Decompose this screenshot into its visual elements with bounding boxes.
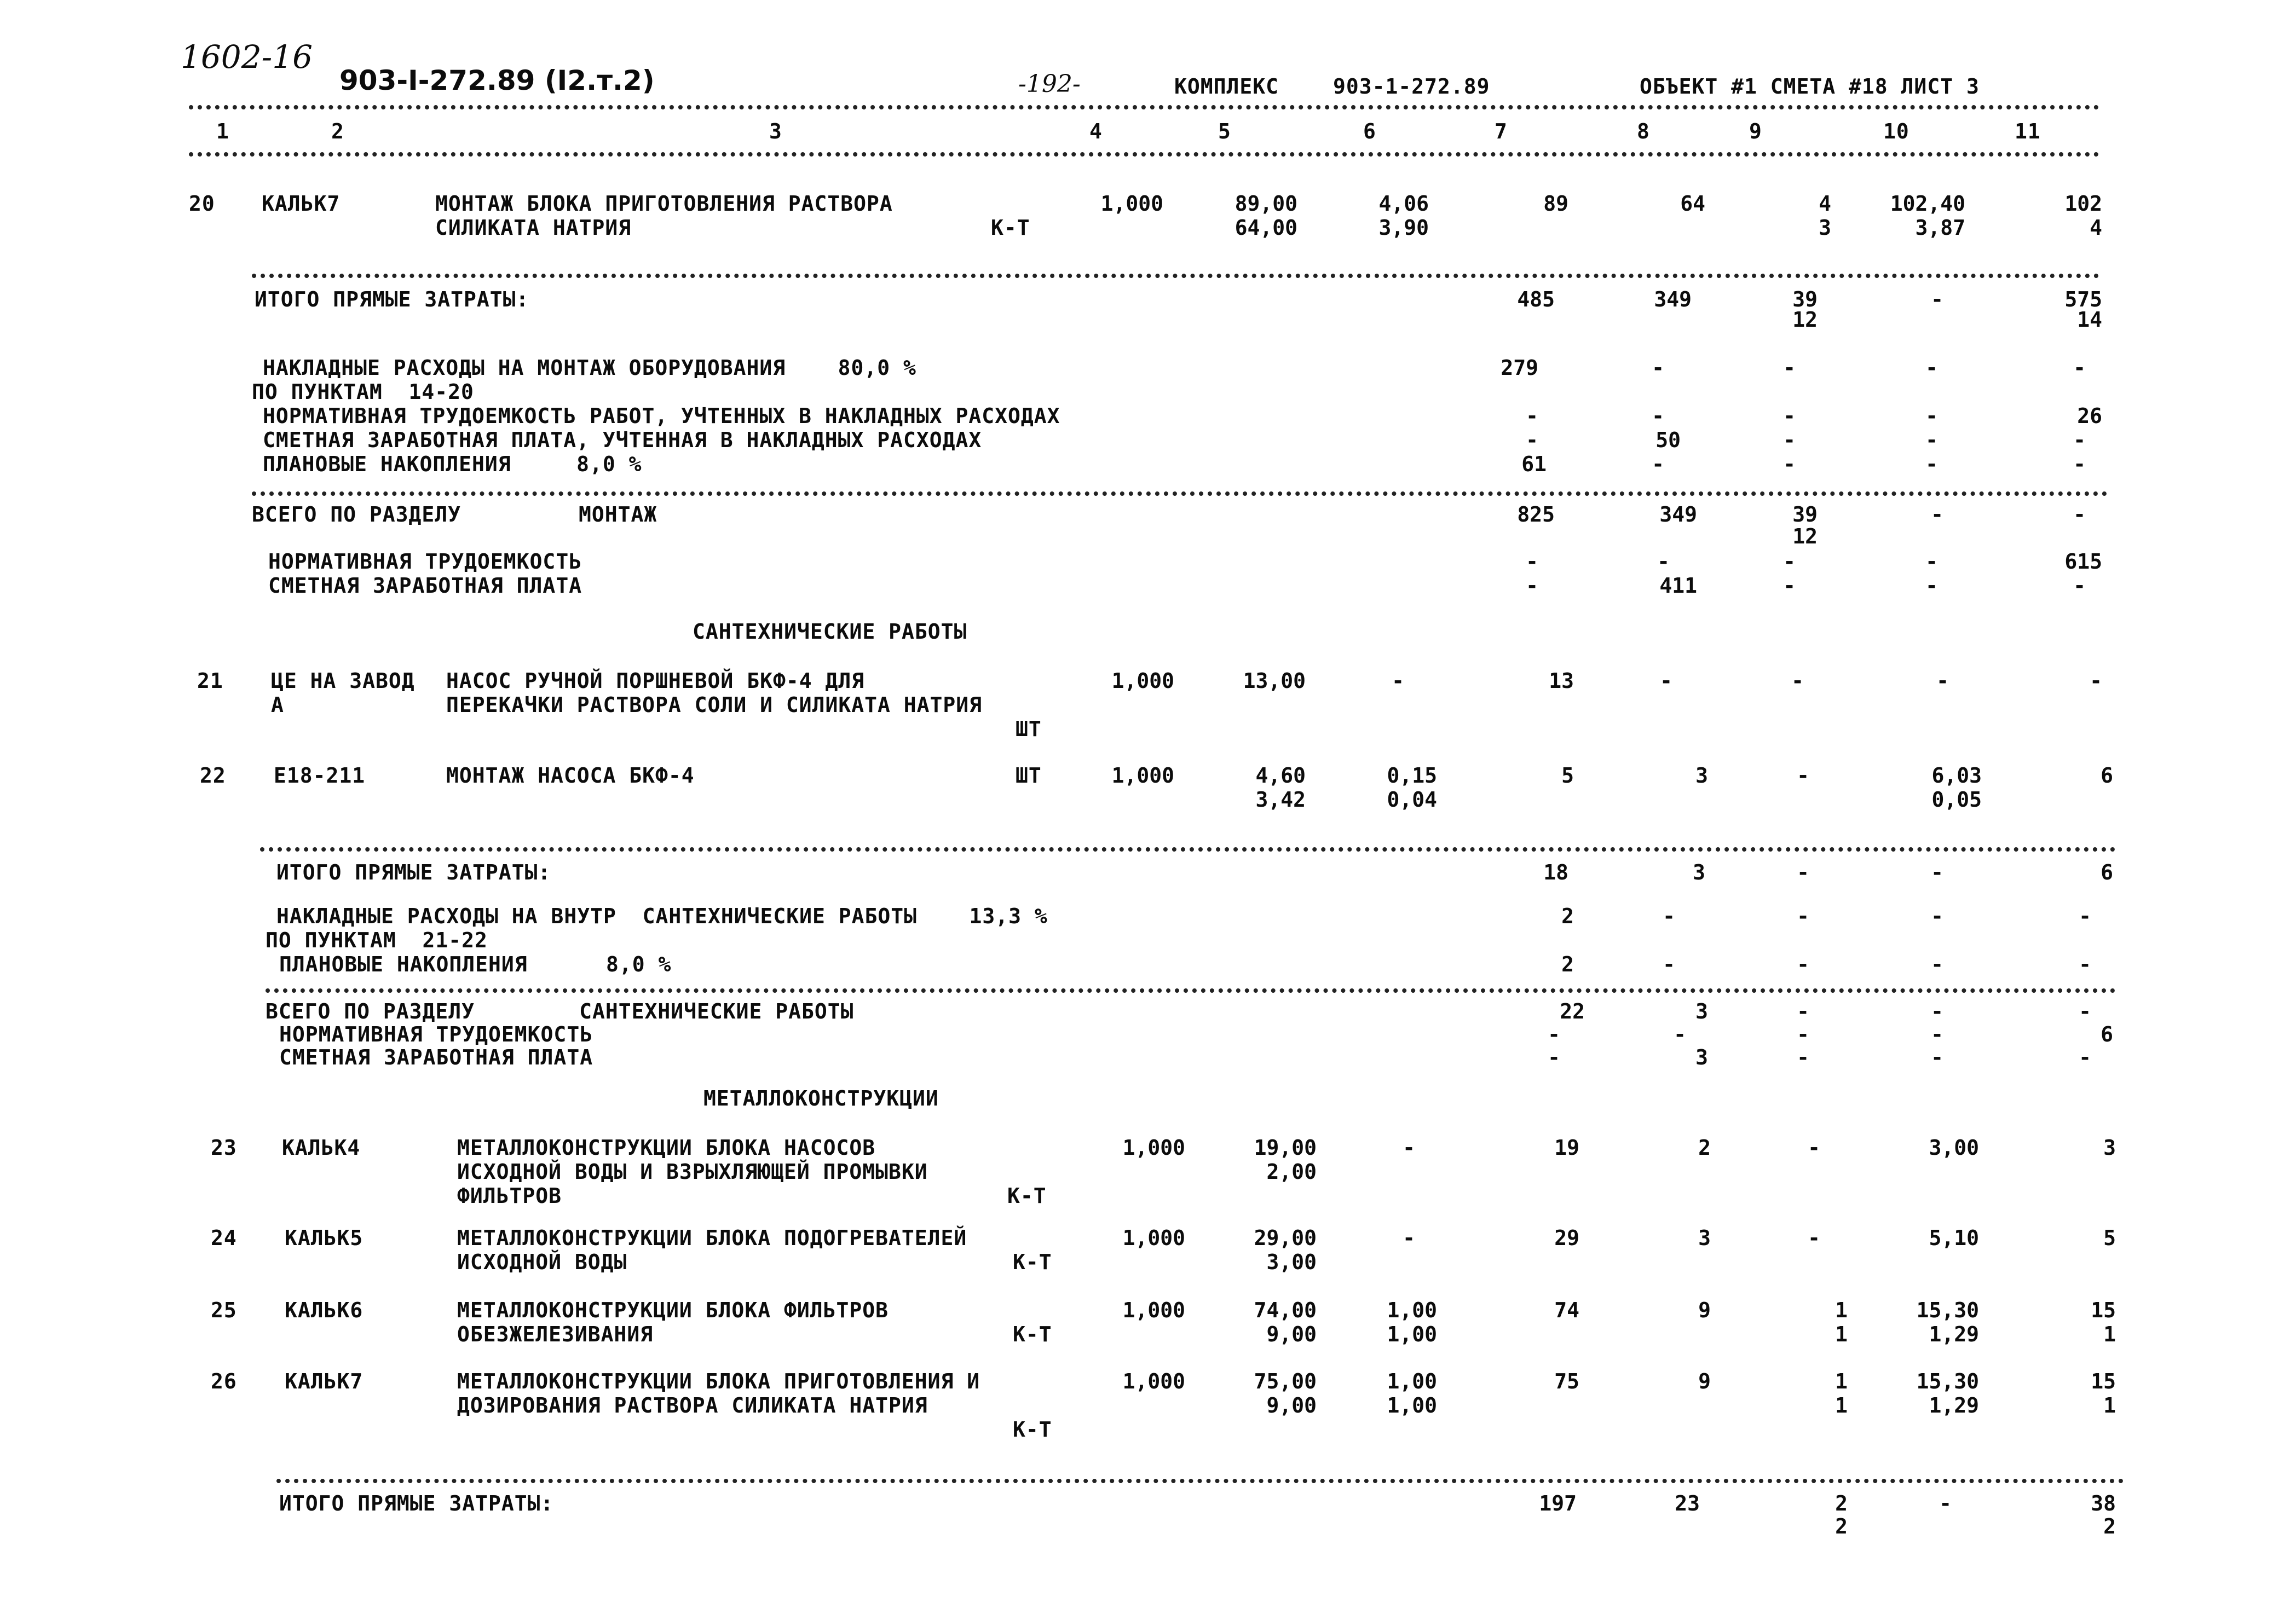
- col7-value: 197: [1539, 1491, 1577, 1515]
- col11-value: 26: [2077, 404, 2102, 428]
- document-code: 903-I-272.89 (I2.т.2): [339, 65, 655, 96]
- row-col10-b: 1,29: [1929, 1393, 1979, 1417]
- col7-value: 22: [1560, 999, 1585, 1023]
- col8-value: 23: [1675, 1491, 1700, 1515]
- row-number: 22: [200, 763, 226, 788]
- col9-value: -: [1783, 428, 1796, 452]
- row-name-line1: МЕТАЛЛОКОНСТРУКЦИИ БЛОКА ПОДОГРЕВАТЕЛЕЙ: [457, 1226, 967, 1250]
- row-col5-b: 64,00: [1234, 216, 1297, 240]
- row-col11-a: 6: [2101, 763, 2113, 788]
- col9-value-a: 39: [1792, 502, 1818, 526]
- col8-value: 411: [1659, 574, 1697, 598]
- col-10: 10: [1883, 119, 1910, 143]
- divider: [276, 1479, 2124, 1483]
- row-col6-a: -: [1403, 1226, 1415, 1250]
- row-col10-a: 3,00: [1929, 1136, 1979, 1160]
- row-unit: ШТ: [1016, 717, 1042, 741]
- row-col6-a: -: [1392, 669, 1404, 693]
- row-col9-a: -: [1808, 1226, 1820, 1250]
- row-col6-a: 1,00: [1387, 1369, 1437, 1393]
- row-col6-b: 1,00: [1387, 1322, 1437, 1346]
- norm-label: НОРМАТИВНАЯ ТРУДОЕМКОСТЬ: [279, 1022, 593, 1046]
- row-col8: 9: [1698, 1369, 1711, 1393]
- row-col9-a: -: [1797, 763, 1809, 788]
- col10-value: -: [1925, 452, 1938, 476]
- row-col10-a: 15,30: [1916, 1298, 1979, 1322]
- row-name-line3: ФИЛЬТРОВ: [457, 1184, 562, 1208]
- col10-value: -: [1931, 904, 1943, 928]
- handwritten-stamp: 1602-16: [181, 38, 313, 76]
- col11-value-a: 575: [2064, 287, 2102, 311]
- row-col5-a: 75,00: [1254, 1369, 1317, 1393]
- row-col7: 29: [1554, 1226, 1579, 1250]
- row-quantity: 1,000: [1122, 1136, 1185, 1160]
- swage-label: СМЕТНАЯ ЗАРАБОТНАЯ ПЛАТА: [279, 1045, 593, 1069]
- row-name-line1: МЕТАЛЛОКОНСТРУКЦИИ БЛОКА ПРИГОТОВЛЕНИЯ И: [457, 1369, 980, 1393]
- col9-value: -: [1783, 404, 1796, 428]
- col7-value: -: [1526, 428, 1538, 452]
- row-col5-a: 89,00: [1234, 192, 1297, 216]
- row-col11-a: 15: [2091, 1369, 2116, 1393]
- row-col11-a: 15: [2091, 1298, 2116, 1322]
- divider: [260, 847, 2116, 852]
- col7-value: 485: [1517, 287, 1555, 311]
- col10-value: -: [1931, 999, 1943, 1023]
- col7-value: 279: [1501, 356, 1538, 380]
- row-name-line2: ОБЕЗЖЕЛЕЗИВАНИЯ: [457, 1322, 654, 1346]
- row-col5-a: 4,60: [1255, 763, 1306, 788]
- row-col11-a: 5: [2103, 1226, 2116, 1250]
- row-col8: 3: [1695, 763, 1708, 788]
- col9-value: -: [1797, 952, 1809, 976]
- row-col11-a: 3: [2103, 1136, 2116, 1160]
- col10-value: -: [1931, 1045, 1943, 1069]
- col11-value-b: 14: [2077, 308, 2102, 332]
- row-name-line1: НАСОС РУЧНОЙ ПОРШНЕВОЙ БКФ-4 ДЛЯ: [446, 669, 865, 693]
- col7-value: -: [1548, 1045, 1560, 1069]
- col7-value: -: [1526, 549, 1538, 574]
- row-unit: К-Т: [1013, 1250, 1052, 1274]
- col11-value: -: [2073, 452, 2086, 476]
- col8-value: 3: [1695, 1045, 1708, 1069]
- savings-label: ПЛАНОВЫЕ НАКОПЛЕНИЯ 8,0 %: [263, 452, 642, 476]
- row-col10-a: 6,03: [1931, 763, 1982, 788]
- row-name-line1: МОНТАЖ НАСОСА БКФ-4: [446, 763, 695, 788]
- row-unit: К-Т: [1013, 1417, 1052, 1442]
- col-11: 11: [2015, 119, 2041, 143]
- row-col6-a: 0,15: [1387, 763, 1437, 788]
- col8-value: 3: [1695, 999, 1708, 1023]
- row-code-line2: А: [271, 693, 284, 717]
- row-col6-b: 1,00: [1387, 1393, 1437, 1417]
- row-col6-b: 3,90: [1378, 216, 1429, 240]
- row-code: КАЛЬК4: [282, 1136, 361, 1160]
- col-4: 4: [1089, 119, 1103, 143]
- row-quantity: 1,000: [1111, 669, 1174, 693]
- col9-value-b: 12: [1792, 524, 1818, 548]
- row-col6-a: 4,06: [1378, 192, 1429, 216]
- col10-value: -: [1925, 404, 1938, 428]
- col8-value: 349: [1659, 502, 1697, 526]
- row-col8: -: [1660, 669, 1672, 693]
- row-col8: 9: [1698, 1298, 1711, 1322]
- row-number: 24: [211, 1226, 237, 1250]
- row-col9-b: 3: [1819, 216, 1831, 240]
- direct-costs-label: ИТОГО ПРЯМЫЕ ЗАТРАТЫ:: [276, 860, 551, 884]
- col11-value: 615: [2064, 549, 2102, 574]
- col7-value: 2: [1561, 904, 1574, 928]
- row-col5-a: 19,00: [1254, 1136, 1317, 1160]
- row-code-line1: ЦЕ НА ЗАВОД: [271, 669, 415, 693]
- row-col7: 19: [1554, 1136, 1579, 1160]
- col10-value: -: [1925, 356, 1938, 380]
- row-col8: 3: [1698, 1226, 1711, 1250]
- col10-value: -: [1925, 549, 1938, 574]
- row-col11-a: -: [2090, 669, 2102, 693]
- row-col5-b: 9,00: [1266, 1393, 1317, 1417]
- row-number: 26: [211, 1369, 237, 1393]
- col7-value: -: [1548, 1022, 1560, 1046]
- col8-value: -: [1652, 452, 1664, 476]
- col11-value: -: [2079, 904, 2091, 928]
- col7-value: -: [1526, 404, 1538, 428]
- row-name-line1: МЕТАЛЛОКОНСТРУКЦИИ БЛОКА ФИЛЬТРОВ: [457, 1298, 889, 1322]
- row-col5-a: 29,00: [1254, 1226, 1317, 1250]
- overhead-label: НАКЛАДНЫЕ РАСХОДЫ НА МОНТАЖ ОБОРУДОВАНИЯ 80,0 %: [263, 356, 916, 380]
- row-col7: 75: [1554, 1369, 1579, 1393]
- row-number: 25: [211, 1298, 237, 1322]
- col10-value: -: [1939, 1491, 1952, 1515]
- col9-value: -: [1797, 1022, 1809, 1046]
- col7-value: 825: [1517, 502, 1555, 526]
- row-col7: 89: [1543, 192, 1568, 216]
- row-col9-a: 1: [1835, 1369, 1848, 1393]
- row-col5-b: 2,00: [1266, 1160, 1317, 1184]
- col11-value: -: [2073, 574, 2086, 598]
- row-name-line2: ПЕРЕКАЧКИ РАСТВОРА СОЛИ И СИЛИКАТА НАТРИЯ: [446, 693, 982, 717]
- row-col6-a: 1,00: [1387, 1298, 1437, 1322]
- col9-value: -: [1797, 860, 1809, 884]
- col-7: 7: [1495, 119, 1508, 143]
- row-col8: 64: [1680, 192, 1705, 216]
- col9-value: -: [1783, 549, 1796, 574]
- direct-costs-label: ИТОГО ПРЯМЫЕ ЗАТРАТЫ:: [255, 287, 529, 311]
- row-name-line2: ИСХОДНОЙ ВОДЫ: [457, 1250, 627, 1274]
- row-code: КАЛЬК7: [262, 192, 341, 216]
- col8-value: -: [1663, 904, 1675, 928]
- divider: [252, 274, 2099, 278]
- row-name-line2: ДОЗИРОВАНИЯ РАСТВОРА СИЛИКАТА НАТРИЯ: [457, 1393, 928, 1417]
- col11-value: 6: [2101, 1022, 2113, 1046]
- col-6: 6: [1363, 119, 1376, 143]
- col8-value: 3: [1693, 860, 1705, 884]
- col-8: 8: [1637, 119, 1650, 143]
- col9-value-b: 12: [1792, 308, 1818, 332]
- row-col5-b: 3,42: [1255, 788, 1306, 812]
- col11-value: -: [2079, 952, 2091, 976]
- col9-value: -: [1797, 1045, 1809, 1069]
- row-name-line1: МЕТАЛЛОКОНСТРУКЦИИ БЛОКА НАСОСОВ: [457, 1136, 876, 1160]
- object-reference: ОБЪЕКТ #1 СМЕТА #18 ЛИСТ 3: [1640, 74, 1980, 99]
- row-col5-b: 9,00: [1266, 1322, 1317, 1346]
- row-col10-a: -: [1936, 669, 1949, 693]
- divider: [266, 988, 2116, 993]
- col9-value-b: 2: [1835, 1514, 1848, 1538]
- row-col11-b: 4: [2090, 216, 2102, 240]
- row-col5-a: 74,00: [1254, 1298, 1317, 1322]
- row-number: 23: [211, 1136, 237, 1160]
- overhead-items: ПО ПУНКТАМ 21-22: [266, 928, 488, 952]
- row-code: КАЛЬК7: [285, 1369, 364, 1393]
- row-col9-a: 4: [1819, 192, 1831, 216]
- row-quantity: 1,000: [1122, 1369, 1185, 1393]
- col11-value-b: 2: [2103, 1514, 2116, 1538]
- col11-value: -: [2073, 502, 2086, 526]
- col8-value: -: [1674, 1022, 1686, 1046]
- labor-label: НОРМАТИВНАЯ ТРУДОЕМКОСТЬ РАБОТ, УЧТЕННЫХ В НАКЛАДНЫХ РАСХОДАХ: [263, 404, 1060, 428]
- row-quantity: 1,000: [1111, 763, 1174, 788]
- col-1: 1: [216, 119, 229, 143]
- row-unit: К-Т: [1007, 1184, 1047, 1208]
- row-col7: 74: [1554, 1298, 1579, 1322]
- col8-value: -: [1657, 549, 1670, 574]
- col7-value: -: [1526, 574, 1538, 598]
- row-col11-b: 1: [2103, 1322, 2116, 1346]
- col8-value: -: [1652, 356, 1664, 380]
- col11-value: 6: [2101, 860, 2113, 884]
- header-rule-bottom: [189, 152, 2099, 157]
- row-col10-a: 102,40: [1890, 192, 1965, 216]
- col10-value: -: [1931, 952, 1943, 976]
- col9-value: -: [1783, 452, 1796, 476]
- row-col10-b: 1,29: [1929, 1322, 1979, 1346]
- row-unit: ШТ: [1016, 763, 1042, 788]
- overhead-label: НАКЛАДНЫЕ РАСХОДЫ НА ВНУТР САНТЕХНИЧЕСКИЕ РАБОТЫ 13,3 %: [276, 904, 1048, 928]
- col-3: 3: [769, 119, 782, 143]
- row-quantity: 1,000: [1122, 1226, 1185, 1250]
- col11-value: -: [2079, 1045, 2091, 1069]
- col8-value: -: [1652, 404, 1664, 428]
- col11-value: -: [2079, 999, 2091, 1023]
- row-col8: 2: [1698, 1136, 1711, 1160]
- row-col9-a: -: [1808, 1136, 1820, 1160]
- row-col9-b: 1: [1835, 1393, 1848, 1417]
- overhead-items: ПО ПУНКТАМ 14-20: [252, 380, 474, 404]
- row-col11-a: 102: [2064, 192, 2102, 216]
- complex-code: 903-1-272.89: [1333, 74, 1490, 99]
- norm-label: НОРМАТИВНАЯ ТРУДОЕМКОСТЬ: [268, 549, 582, 574]
- col11-value: -: [2073, 428, 2086, 452]
- row-col10-b: 3,87: [1915, 216, 1965, 240]
- col8-value: -: [1663, 952, 1675, 976]
- col10-value: -: [1931, 1022, 1943, 1046]
- col7-value: 2: [1561, 952, 1574, 976]
- section-total-label: ВСЕГО ПО РАЗДЕЛУ МОНТАЖ: [252, 502, 657, 526]
- row-number: 21: [197, 669, 223, 693]
- row-code: КАЛЬК5: [285, 1226, 364, 1250]
- col9-value: -: [1797, 904, 1809, 928]
- row-name-line2: СИЛИКАТА НАТРИЯ: [435, 216, 632, 240]
- row-name-line1: МОНТАЖ БЛОКА ПРИГОТОВЛЕНИЯ РАСТВОРА: [435, 192, 893, 216]
- swage-label: СМЕТНАЯ ЗАРАБОТНАЯ ПЛАТА: [268, 574, 582, 598]
- row-number: 20: [189, 192, 215, 216]
- row-col10-a: 5,10: [1929, 1226, 1979, 1250]
- col9-value: -: [1797, 999, 1809, 1023]
- row-code: КАЛЬК6: [285, 1298, 364, 1322]
- col11-value: -: [2073, 356, 2086, 380]
- col10-value: -: [1925, 428, 1938, 452]
- row-col7: 5: [1561, 763, 1574, 788]
- col9-value: -: [1783, 574, 1796, 598]
- col-2: 2: [331, 119, 344, 143]
- col9-value-a: 39: [1792, 287, 1818, 311]
- row-col6-b: 0,04: [1387, 788, 1437, 812]
- col10-value: -: [1931, 860, 1943, 884]
- row-col9-b: 1: [1835, 1322, 1848, 1346]
- col7-value: 18: [1543, 860, 1568, 884]
- direct-costs-label: ИТОГО ПРЯМЫЕ ЗАТРАТЫ:: [279, 1491, 554, 1515]
- col-5: 5: [1218, 119, 1231, 143]
- row-name-line2: ИСХОДНОЙ ВОДЫ И ВЗРЫХЛЯЮЩЕЙ ПРОМЫВКИ: [457, 1160, 928, 1184]
- col11-value-a: 38: [2091, 1491, 2116, 1515]
- section-heading: САНТЕХНИЧЕСКИЕ РАБОТЫ: [693, 620, 967, 644]
- col-9: 9: [1749, 119, 1762, 143]
- header-rule-top: [189, 105, 2099, 109]
- row-col5-a: 13,00: [1243, 669, 1306, 693]
- wage-label: СМЕТНАЯ ЗАРАБОТНАЯ ПЛАТА, УЧТЕННАЯ В НАКЛАДНЫХ РАСХОДАХ: [263, 428, 982, 452]
- row-quantity: 1,000: [1100, 192, 1163, 216]
- col10-value: -: [1931, 502, 1943, 526]
- row-col10-b: 0,05: [1931, 788, 1982, 812]
- row-quantity: 1,000: [1122, 1298, 1185, 1322]
- row-unit: К-Т: [991, 216, 1030, 240]
- row-col10-a: 15,30: [1916, 1369, 1979, 1393]
- row-col9-a: 1: [1835, 1298, 1848, 1322]
- col7-value: 61: [1521, 452, 1547, 476]
- col10-value: -: [1931, 287, 1943, 311]
- row-col6-a: -: [1403, 1136, 1415, 1160]
- complex-label: КОМПЛЕКС: [1174, 74, 1279, 99]
- col8-value: 50: [1655, 428, 1681, 452]
- row-col11-b: 1: [2103, 1393, 2116, 1417]
- row-col7: 13: [1549, 669, 1574, 693]
- divider: [252, 491, 2108, 496]
- section-total-label: ВСЕГО ПО РАЗДЕЛУ САНТЕХНИЧЕСКИЕ РАБОТЫ: [266, 999, 854, 1023]
- col9-value-a: 2: [1835, 1491, 1848, 1515]
- row-col5-b: 3,00: [1266, 1250, 1317, 1274]
- row-unit: К-Т: [1013, 1322, 1052, 1346]
- col10-value: -: [1925, 574, 1938, 598]
- col9-value: -: [1783, 356, 1796, 380]
- savings-label: ПЛАНОВЫЕ НАКОПЛЕНИЯ 8,0 %: [279, 952, 672, 976]
- col8-value: 349: [1654, 287, 1692, 311]
- page-number: -192-: [1018, 70, 1081, 98]
- row-col9-a: -: [1791, 669, 1804, 693]
- row-code: Е18-211: [274, 763, 366, 788]
- section-heading: МЕТАЛЛОКОНСТРУКЦИИ: [703, 1086, 939, 1110]
